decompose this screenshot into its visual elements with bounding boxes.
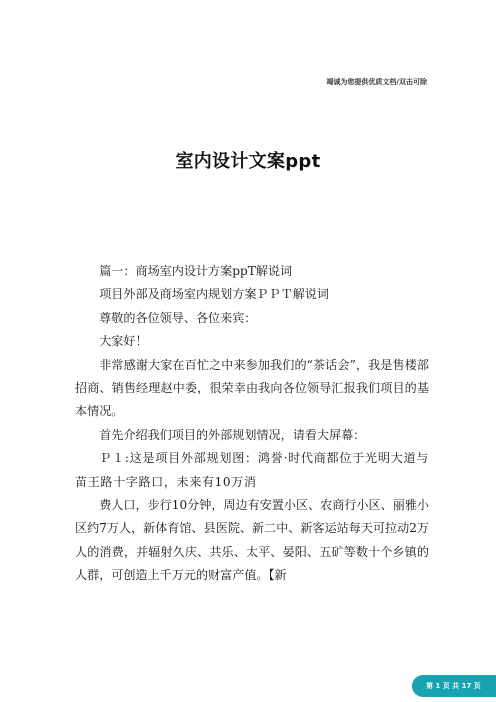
page-indicator-text: 第 1 页 共 17 页 bbox=[426, 682, 481, 690]
paragraph: 篇一：商场室内设计方案ppT解说词 bbox=[99, 264, 293, 278]
paragraph: 费人口，步行10分钟，周边有安置小区、农商行小区、丽雅小区约7万人，新体育馆、县医院、新二中、新客运站每天可拉动2万人的消费，并辐射久庆、共乐、太平、晏阳、五矿等数十个乡镇的人群，可创造上千万元的财富产值。【新 bbox=[75, 498, 430, 583]
document-body bbox=[75, 260, 429, 588]
paragraph: 项目外部及商场室内规划方案ＰＰＴ解说词 bbox=[99, 287, 329, 302]
page-indicator-badge bbox=[412, 675, 496, 697]
paragraph: 首先介绍我们项目的外部规划情况，请看大屏幕： bbox=[99, 427, 366, 442]
paragraph: 尊敬的各位领导、各位来宾： bbox=[99, 310, 257, 325]
paragraph: Ｐ１:这是项目外部规划图：鸿誉·时代商都位于光明大道与苗王路十字路口，未来有10万消 bbox=[75, 451, 429, 489]
paragraph: 大家好！ bbox=[99, 334, 148, 349]
paragraph: 非常感谢大家在百忙之中来参加我们的“茶话会”，我是售楼部招商、销售经理赵中委，很荣幸由我向各位领导汇报我们项目的基本情况。 bbox=[75, 357, 429, 419]
document-title: 室内设计文案ppt bbox=[175, 151, 321, 172]
header-note: 竭诚为您提供优质文档/双击可除 bbox=[326, 78, 427, 86]
